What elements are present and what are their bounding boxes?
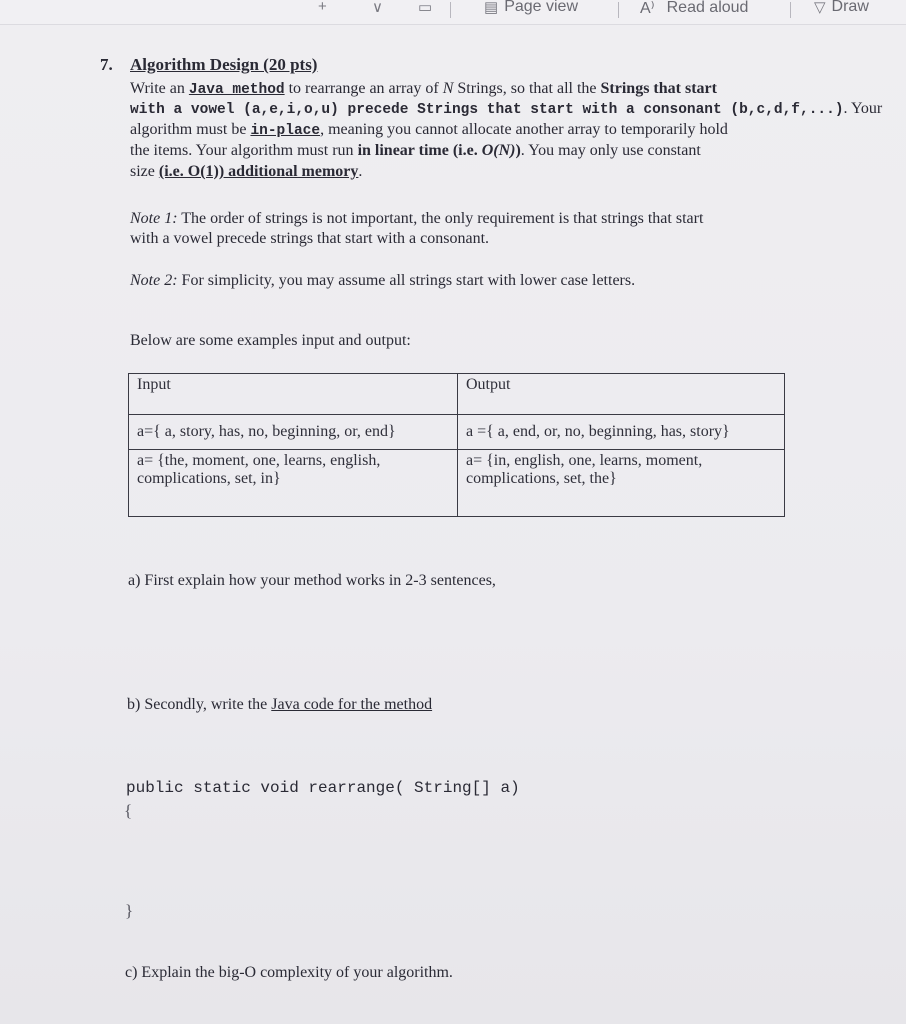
reader-toolbar [0, 0, 906, 25]
page-view-button[interactable] [484, 0, 578, 16]
intro-line-5 [130, 162, 362, 182]
part-a-prompt: a) First explain how your method works in 2-3 sentences, [128, 572, 496, 589]
document-page [0, 25, 906, 1024]
emphasis-text: Strings that start [600, 80, 717, 97]
draw-label: Draw [831, 0, 869, 15]
draw-button[interactable] [814, 0, 869, 16]
fit-page-icon[interactable]: ▭ [418, 0, 433, 16]
big-o-notation: O(N) [481, 142, 516, 159]
n-variable: N [442, 80, 454, 97]
table-header-row [129, 374, 785, 415]
filter-icon[interactable]: ∨ [372, 0, 383, 16]
intro-text: to rearrange an array of [284, 80, 443, 97]
table-header-input: Input [129, 374, 458, 415]
examples-intro: Below are some examples input and output: [130, 332, 411, 349]
note-2 [130, 271, 635, 291]
draw-icon: ▽ [814, 0, 826, 16]
question-number: 7. [100, 55, 113, 74]
toolbar-divider [618, 2, 619, 18]
emphasis-text: in linear time (i.e. [357, 142, 482, 159]
note-text: For simplicity, you may assume all strings start with lower case letters. [177, 272, 636, 289]
read-aloud-button[interactable] [640, 0, 748, 18]
question-title: Algorithm Design (20 pts) [130, 55, 318, 74]
table-row [129, 450, 785, 517]
note-label: Note 2: [130, 272, 178, 289]
table-cell-output: a= {in, english, one, learns, moment, complications, set, the} [458, 450, 785, 517]
intro-text: Write an [130, 80, 189, 97]
table-cell-output: a ={ a, end, or, no, beginning, has, story} [458, 415, 785, 450]
intro-text: algorithm must be [130, 121, 251, 138]
java-method-term: Java method [188, 82, 285, 98]
note-text: The order of strings is not important, the only requirement is that strings that start [177, 210, 704, 227]
note-1-line-1 [130, 209, 703, 229]
additional-memory-term: (i.e. O(1)) additional memory [158, 163, 359, 180]
read-aloud-icon: A⁾ [640, 0, 655, 17]
note-text: with a vowel precede strings that start with a consonant. [130, 230, 490, 247]
intro-line-4 [130, 141, 701, 161]
part-b-prompt [127, 695, 432, 715]
intro-line-3 [130, 120, 728, 141]
intro-text: size [130, 163, 159, 180]
intro-text: . [358, 163, 363, 180]
table-header-output: Output [458, 374, 785, 415]
emphasis-text: ) [515, 142, 521, 159]
java-code-link: Java code for the method [271, 696, 433, 713]
intro-text: Strings, so that all the [453, 80, 601, 97]
method-signature: public static void rearrange( String[] a) [126, 779, 520, 797]
note-1-line-2 [130, 229, 489, 249]
open-brace: { [124, 801, 133, 820]
intro-line-1 [130, 79, 717, 100]
table-cell-input: a= {the, moment, one, learns, english, complications, set, in} [129, 450, 458, 517]
in-place-term: in-place [250, 123, 321, 139]
read-aloud-label: Read aloud [666, 0, 749, 16]
note-label: Note 1: [130, 210, 178, 227]
intro-text: , meaning you cannot allocate another array to temporarily hold [320, 121, 728, 138]
intro-text: . Your [843, 100, 883, 117]
toolbar-divider [790, 2, 791, 18]
part-c-prompt: c) Explain the big-O complexity of your algorithm. [125, 964, 453, 981]
add-icon[interactable]: + [318, 0, 327, 15]
examples-table [128, 373, 785, 517]
toolbar-divider [450, 2, 451, 18]
table-cell-input: a={ a, story, has, no, beginning, or, end} [129, 415, 458, 450]
table-row [129, 415, 785, 450]
emphasis-text: with a vowel (a,e,i,o,u) precede Strings that start with a consonant (b,c,d,f,...) [130, 102, 844, 118]
intro-text: the items. Your algorithm must run [130, 142, 358, 159]
page-view-icon: ▤ [484, 0, 499, 16]
close-brace: } [125, 901, 134, 920]
page-view-label: Page view [504, 0, 579, 15]
intro-text: . You may only use constant [520, 142, 701, 159]
intro-line-2 [130, 99, 882, 120]
part-b-text: b) Secondly, write the [127, 696, 272, 713]
